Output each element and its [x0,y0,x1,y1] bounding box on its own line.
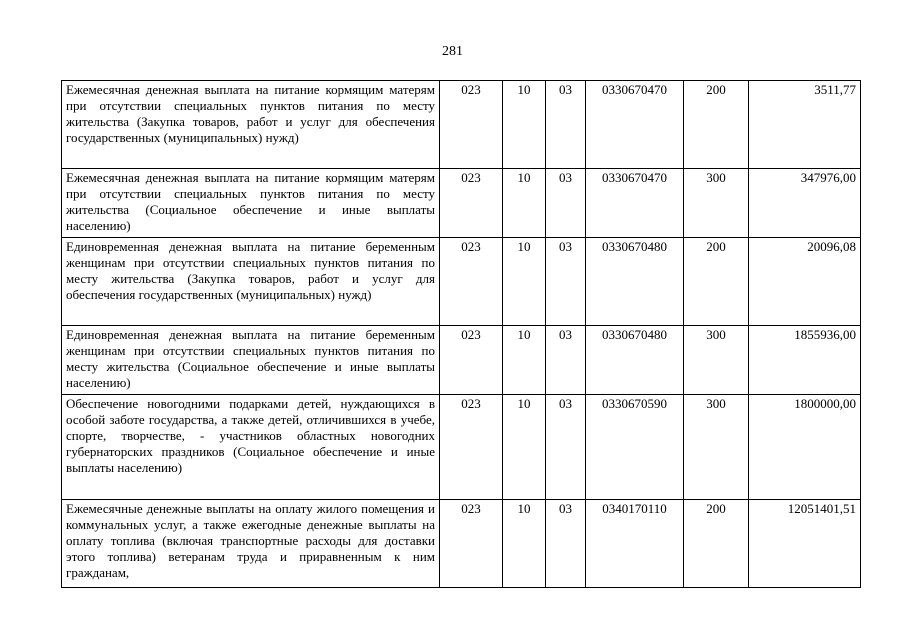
expense-type-code: 200 [684,238,749,326]
target-article-code: 0330670590 [586,395,684,500]
subsection-code: 03 [546,326,586,395]
table-row [62,395,861,500]
amount-value: 1855936,00 [749,326,861,395]
table-row [62,326,861,395]
ministry-code: 023 [440,395,503,500]
expense-type-code: 300 [684,169,749,238]
row-description: Обеспечение новогодними подарками детей, нуждающихся в особой заботе государства, а также детей, отличившихся в учебе, спорте, творчестве, - участников областных новогодних губернаторских праздников (Социальное обеспечение и иные выплаты населению) [62,395,440,500]
amount-value: 20096,08 [749,238,861,326]
ministry-code: 023 [440,500,503,588]
target-article-code: 0330670480 [586,326,684,395]
ministry-code: 023 [440,238,503,326]
subsection-code: 03 [546,169,586,238]
ministry-code: 023 [440,326,503,395]
section-code: 10 [503,81,546,169]
amount-value: 1800000,00 [749,395,861,500]
subsection-code: 03 [546,81,586,169]
section-code: 10 [503,326,546,395]
target-article-code: 0340170110 [586,500,684,588]
row-description: Ежемесячная денежная выплата на питание кормящим матерям при отсутствии специальных пунктов питания по месту жительства (Закупка товаров, работ и услуг для обеспечения государственных (муниципальных) нужд) [62,81,440,169]
section-code: 10 [503,169,546,238]
ministry-code: 023 [440,169,503,238]
subsection-code: 03 [546,500,586,588]
table-row [62,81,861,169]
subsection-code: 03 [546,238,586,326]
ministry-code: 023 [440,81,503,169]
section-code: 10 [503,395,546,500]
row-description: Единовременная денежная выплата на питание беременным женщинам при отсутствии специальных пунктов питания по месту жительства (Социальное обеспечение и иные выплаты населению) [62,326,440,395]
table-row [62,500,861,588]
amount-value: 347976,00 [749,169,861,238]
table-row [62,238,861,326]
table-row [62,169,861,238]
target-article-code: 0330670470 [586,81,684,169]
target-article-code: 0330670470 [586,169,684,238]
section-code: 10 [503,238,546,326]
expense-type-code: 200 [684,500,749,588]
expense-type-code: 200 [684,81,749,169]
row-description: Единовременная денежная выплата на питание беременным женщинам при отсутствии специальных пунктов питания по месту жительства (Закупка товаров, работ и услуг для обеспечения государственных (муниципальных) нужд) [62,238,440,326]
expense-type-code: 300 [684,326,749,395]
amount-value: 12051401,51 [749,500,861,588]
page-number: 281 [442,44,463,59]
subsection-code: 03 [546,395,586,500]
section-code: 10 [503,500,546,588]
target-article-code: 0330670480 [586,238,684,326]
row-description: Ежемесячная денежная выплата на питание кормящим матерям при отсутствии специальных пунктов питания по месту жительства (Социальное обеспечение и иные выплаты населению) [62,169,440,238]
row-description: Ежемесячные денежные выплаты на оплату жилого помещения и коммунальных услуг, а также ежегодные денежные выплаты на оплату топлива (включая транспортные расходы для доставки этого топлива) ветеранам труда и приравненным к ним гражданам, [62,500,440,588]
budget-table [61,80,861,588]
amount-value: 3511,77 [749,81,861,169]
expense-type-code: 300 [684,395,749,500]
